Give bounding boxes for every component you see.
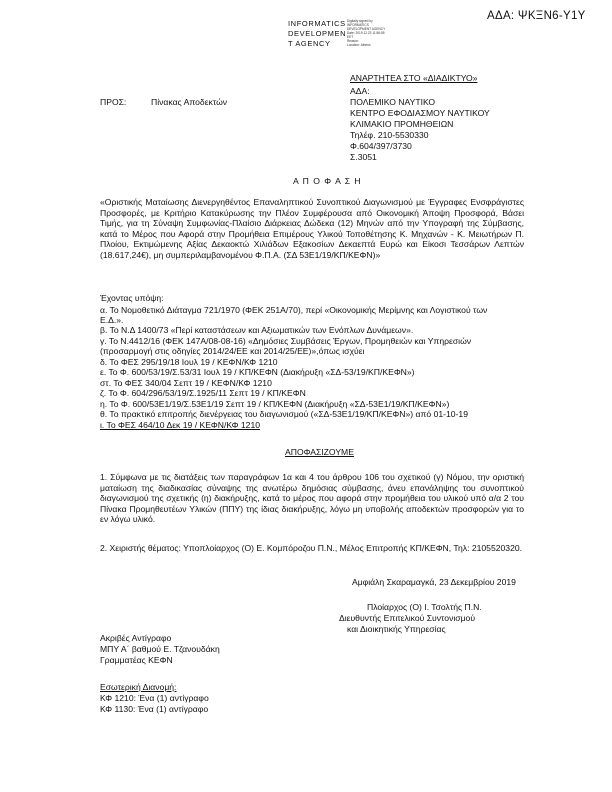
- considering-item: στ. Το ΦΕΣ 340/04 Σεπτ 19 / ΚΕΦΝ/ΚΦ 1210: [100, 378, 272, 388]
- signer-line: Διευθυντής Επιτελικού Συντονισμού: [339, 613, 476, 623]
- internal-item: ΚΦ 1210: Ένα (1) αντίγραφο: [100, 693, 209, 703]
- copy-line: ΜΠΥ Α΄ βαθμού Ε. Τζανουδάκη: [100, 644, 220, 654]
- considering-item: γ. Το Ν.4412/16 (ΦΕΚ 147Α/08-08-16) «Δημόσιες Συμβάσεις Έργων, Προμηθειών και Υπηρεσιών: [100, 336, 472, 346]
- considering-item: η. Το Φ. 600/53Ε1/19/Σ.53Ε1/19 Σεπτ 19 / ΚΠ/ΚΕΦΝ (Διακήρυξη «ΣΔ-53Ε1/19/ΚΠ/ΚΕΦΝ»): [100, 399, 450, 409]
- copy-line: Ακριβές Αντίγραφο: [100, 633, 172, 643]
- stamp-detail: Reason:: [347, 39, 359, 43]
- signer-line: και Διοικητικής Υπηρεσίας: [347, 624, 446, 634]
- copy-line: Γραμματέας ΚΕΦΝ: [100, 655, 173, 665]
- stamp-word: DEVELOPMEN: [288, 29, 347, 38]
- considering-item: δ. Το ΦΕΣ 295/19/18 Ιουλ 19 / ΚΕΦΝ/ΚΦ 1210: [100, 357, 278, 367]
- considering-item: (προσαρμογή στις οδηγίες 2014/24/ΕΕ και 2014/25/ΕΕ)»,όπως ισχύει: [100, 346, 365, 356]
- org-line: Φ.604/397/3730: [350, 141, 412, 151]
- considering-item: ζ. Το Φ. 604/296/53/19/Σ.1925/11 Σεπτ 19 / ΚΠ/ΚΕΦΝ: [100, 388, 306, 398]
- stamp-detail: Date: 2019.12.23 11:56:55: [347, 31, 385, 35]
- ada-code: ΑΔΑ: ΨΚΞΝ6-Υ1Υ: [487, 10, 586, 22]
- ada-label: ΑΔΑ:: [350, 86, 370, 96]
- decide-title: ΑΠΟΦΑΣΙΖΟΥΜΕ: [285, 447, 354, 457]
- publish-label: ΑΝΑΡΤΗΤΕΑ ΣΤΟ «ΔΙΑΔΙΚΤΥΟ»: [350, 73, 478, 83]
- org-line: ΚΛΙΜΑΚΙΟ ΠΡΟΜΗΘΕΙΩΝ: [350, 119, 454, 129]
- considering-item: Ε.Δ.».: [100, 315, 124, 325]
- stamp-word: INFORMATICS: [288, 19, 346, 28]
- stamp-detail: DEVELOPMENT AGENCY: [347, 27, 386, 31]
- stamp-word: T AGENCY: [288, 39, 331, 48]
- org-line: Σ.3051: [350, 152, 377, 162]
- considering-item: θ. Το πρακτικό επιτροπής διενέργειας του διαγωνισμού («ΣΔ-53Ε1/19/ΚΠ/ΚΕΦΝ») από 01-10-19: [100, 409, 468, 419]
- stamp-detail: Digitally signed by: [347, 19, 373, 23]
- stamp-detail: Location: Athens: [347, 43, 371, 47]
- internal-item: ΚΦ 1130: Ένα (1) αντίγραφο: [100, 704, 209, 714]
- decision-title: Α Π Ο Φ Α Σ Η: [293, 176, 362, 186]
- considering-label: Έχοντας υπόψη:: [100, 293, 164, 303]
- considering-item: ε. Το Φ. 600/53/19/Σ.53/31 Ιουλ 19 / ΚΠ/ΚΕΦΝ (Διακήρυξη «ΣΔ-53/19/ΚΠ/ΚΕΦΝ»): [100, 367, 415, 377]
- considering-item: β. Το Ν.Δ 1400/73 «Περί καταστάσεων και Αξιωματικών των Ενόπλων Δυνάμεων».: [100, 325, 414, 335]
- considering-item: α. Το Νομοθετικό Διάταγμα 721/1970 (ΦΕΚ 251Α/70), περί «Οικονομικής Μερίμνης και Λογιστικού των: [100, 305, 488, 315]
- org-line: Τηλέφ. 210-5530330: [350, 130, 429, 140]
- subject-paragraph: «Οριστικής Ματαίωσης Διενεργηθέντος Επαναληπτικού Συνοπτικού Διαγωνισμού με Έγγραφες Ενσφράγιστες Προσφορές, με Κριτήριο Κατακύρωσης την Πλέον Συμφέρουσα από Οικονομική Άποψη Προσφορά, Βάσει Τιμής, για τη Σύναψη Συμφωνίας-Πλαίσιο Διάρκειας Δώδεκα (12) Μηνών από την Υπογραφή της Σύμβασης, κατά το Μέρος που Αφορά στην Προμήθεια Επιμέρους Υλικού Τοποθέτησης Κ. Μηχανών - Κ. Μειωτήρων Π. Πλοίου, Εκτιμώμενης Αξίας Δεκαοκτώ Χιλιάδων Εξακοσίων Δεκαεπτά Ευρώ και Είκοσι Τεσσάρων Λεπτών (18.617,24€), μη συμπεριλαμβανομένου Φ.Π.Α. (ΣΔ 53Ε1/19/ΚΠ/ΚΕΦΝ)»: [100, 197, 524, 260]
- to-value: Πίνακας Αποδεκτών: [151, 97, 228, 107]
- stamp-detail: EET: [347, 35, 354, 39]
- to-label: ΠΡΟΣ:: [100, 97, 127, 107]
- decision-paragraph-2: 2. Χειριστής θέματος: Υποπλοίαρχος (Ο) Ε. Κομπόροζου Π.Ν., Μέλος Επιτροπής ΚΠ/ΚΕΦΝ, Τηλ: 2105520320.: [100, 543, 523, 553]
- org-line: ΠΟΛΕΜΙΚΟ ΝΑΥΤΙΚΟ: [350, 97, 436, 107]
- internal-label: Εσωτερική Διανομή:: [100, 682, 177, 692]
- considering-item: ι. Το ΦΕΣ 464/10 Δεκ 19 / ΚΕΦΝ/ΚΦ 1210: [100, 420, 260, 430]
- org-line: ΚΕΝΤΡΟ ΕΦΟΔΙΑΣΜΟΥ ΝΑΥΤΙΚΟΥ: [350, 108, 490, 118]
- signer-line: Πλοίαρχος (Ο) Ι. Τσολτής Π.Ν.: [367, 602, 482, 612]
- stamp-detail: INFORMATICS: [347, 23, 369, 27]
- decision-paragraph-1: 1. Σύμφωνα με τις διατάξεις των παραγράφων 1α και 4 του άρθρου 106 του σχετικού (γ) Νόμου, την οριστική ματαίωση της διαδικασίας σύναψης της ανωτέρω δημόσιας σύμβασης, άνευ επανάληψης του συνοπτικού διαγωνισμού της σχετικής (η) διακήρυξης, κατά το μέρος που αφορά στην προμήθεια του υλικού υπό α/α 2 του Πίνακα Προμηθευτέων Υλικών (ΠΠΥ) της ίδιας διακήρυξης, λόγω μη υποβολής αποδεκτών προσφορών για το εν λόγω υλικό.: [100, 472, 524, 525]
- place-date: Αμφιάλη Σκαραμαγκά, 23 Δεκεμβρίου 2019: [352, 577, 516, 587]
